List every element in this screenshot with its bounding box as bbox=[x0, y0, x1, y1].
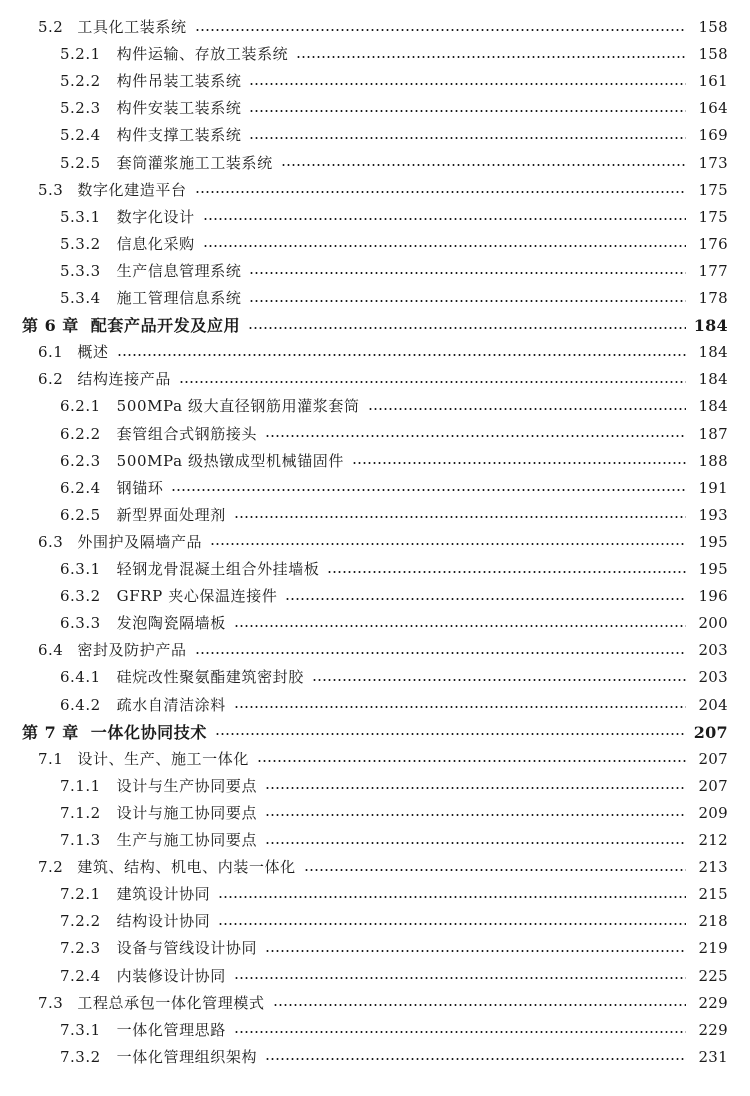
toc-entry-title: 内装修设计协同 bbox=[116, 966, 226, 985]
dot-leader bbox=[203, 245, 686, 247]
toc-entry-number: 6.2.5 bbox=[60, 505, 101, 524]
toc-page-number: 175 bbox=[698, 207, 728, 226]
toc-subsection-entry bbox=[0, 393, 750, 420]
toc-entry-title: 配套产品开发及应用 bbox=[90, 316, 241, 336]
toc-page-number: 184 bbox=[698, 343, 728, 362]
dot-leader bbox=[249, 137, 686, 139]
toc-entry-title: 一体化协同技术 bbox=[90, 722, 207, 742]
toc-section-entry bbox=[0, 529, 750, 556]
toc-entry-title: 套管组合式钢筋接头 bbox=[116, 424, 258, 443]
toc-subsection-entry bbox=[0, 95, 750, 122]
toc-entry-number: 6.4.1 bbox=[60, 668, 101, 687]
toc-entry-title: 构件支撑工装系统 bbox=[116, 126, 242, 145]
dot-leader bbox=[265, 950, 686, 952]
dot-leader bbox=[285, 598, 686, 600]
toc-entry-number: 6.4 bbox=[38, 641, 64, 660]
toc-page-number: 184 bbox=[693, 316, 728, 336]
dot-leader bbox=[218, 923, 686, 925]
dot-leader bbox=[218, 896, 686, 898]
toc-entry-number: 7.1.2 bbox=[60, 803, 101, 822]
toc-page-number: 231 bbox=[698, 1047, 728, 1066]
dot-leader bbox=[265, 814, 686, 816]
toc-entry-number: 6.3.3 bbox=[60, 614, 101, 633]
toc-page-number: 191 bbox=[698, 478, 728, 497]
toc-entry-title: 建筑、结构、机电、内装一体化 bbox=[77, 858, 296, 877]
toc-page-number: 161 bbox=[698, 72, 728, 91]
toc-entry-title: 概述 bbox=[77, 343, 109, 362]
toc-page-number: 215 bbox=[698, 885, 728, 904]
dot-leader bbox=[195, 29, 686, 31]
toc-page-number: 207 bbox=[698, 776, 728, 795]
dot-leader bbox=[281, 164, 686, 166]
toc-page-number: 196 bbox=[698, 587, 728, 606]
toc-subsection-entry bbox=[0, 556, 750, 583]
dot-leader bbox=[248, 327, 686, 329]
dot-leader bbox=[296, 56, 686, 58]
dot-leader bbox=[249, 83, 686, 85]
dot-leader bbox=[265, 435, 686, 437]
toc-page-number: 203 bbox=[698, 641, 728, 660]
toc-entry-title: 数字化设计 bbox=[116, 207, 195, 226]
toc-entry-title: 外围护及隔墙产品 bbox=[77, 532, 203, 551]
toc-entry-number: 第 7 章 bbox=[22, 722, 79, 742]
toc-page-number: 188 bbox=[698, 451, 728, 470]
toc-subsection-entry bbox=[0, 448, 750, 475]
toc-subsection-entry bbox=[0, 475, 750, 502]
toc-page-number: 212 bbox=[698, 831, 728, 849]
toc-entry-title: 硅烷改性聚氨酯建筑密封胶 bbox=[116, 668, 304, 687]
toc-page-number: 193 bbox=[698, 505, 728, 524]
toc-subsection-entry bbox=[0, 881, 750, 908]
dot-leader bbox=[257, 760, 686, 762]
toc-entry-number: 5.3 bbox=[38, 180, 64, 199]
toc-entry-title: GFRP 夹心保温连接件 bbox=[116, 587, 278, 606]
toc-page-number: 164 bbox=[698, 99, 728, 118]
toc-page-number: 173 bbox=[698, 153, 728, 172]
toc-entry-number: 5.2.4 bbox=[60, 126, 101, 145]
toc-entry-number: 第 6 章 bbox=[22, 316, 79, 336]
toc-subsection-entry bbox=[0, 664, 750, 691]
toc-section-entry bbox=[0, 366, 750, 393]
dot-leader bbox=[249, 110, 686, 112]
dot-leader bbox=[312, 679, 686, 681]
dot-leader bbox=[265, 1058, 686, 1060]
toc-entry-title: 疏水自清洁涂料 bbox=[116, 695, 226, 714]
toc-entry-number: 7.1.1 bbox=[60, 776, 101, 795]
toc-subsection-entry bbox=[0, 610, 750, 637]
toc-subsection-entry bbox=[0, 908, 750, 935]
toc-entry-number: 6.2.4 bbox=[60, 478, 101, 497]
dot-leader bbox=[234, 706, 686, 708]
toc-page-number: 218 bbox=[698, 912, 728, 931]
toc-entry-title: 生产与施工协同要点 bbox=[116, 831, 258, 849]
dot-leader bbox=[234, 977, 686, 979]
toc-entry-title: 工程总承包一体化管理模式 bbox=[77, 993, 265, 1012]
toc-entry-number: 6.1 bbox=[38, 343, 64, 362]
toc-page-number: 207 bbox=[693, 722, 728, 742]
toc-page-number: 219 bbox=[698, 939, 728, 958]
toc-entry-number: 7.2 bbox=[38, 858, 64, 877]
toc-entry-number: 7.3.2 bbox=[60, 1047, 101, 1066]
toc-entry-title: 密封及防护产品 bbox=[77, 641, 187, 660]
toc-entry-title: 结构设计协同 bbox=[116, 912, 211, 931]
dot-leader bbox=[234, 1031, 686, 1033]
toc-subsection-entry bbox=[0, 502, 750, 529]
toc-entry-number: 7.2.4 bbox=[60, 966, 101, 985]
toc-page-number: 158 bbox=[698, 18, 728, 36]
dot-leader bbox=[195, 191, 686, 193]
toc-page-number: 177 bbox=[698, 261, 728, 280]
dot-leader bbox=[265, 842, 686, 844]
toc-page-number: 225 bbox=[698, 966, 728, 985]
dot-leader bbox=[117, 354, 686, 356]
toc-page-number: 195 bbox=[698, 560, 728, 578]
toc-page-number: 195 bbox=[698, 532, 728, 551]
toc-entry-number: 7.1.3 bbox=[60, 831, 101, 849]
toc-entry-title: 发泡陶瓷隔墙板 bbox=[116, 614, 226, 633]
toc-entry-number: 5.3.3 bbox=[60, 261, 101, 280]
toc-entry-number: 5.2.3 bbox=[60, 99, 101, 118]
toc-page-number: 169 bbox=[698, 126, 728, 145]
toc-page-number: 184 bbox=[698, 370, 728, 389]
dot-leader bbox=[352, 462, 686, 464]
toc-entry-title: 建筑设计协同 bbox=[116, 885, 211, 904]
toc-entry-number: 7.3.1 bbox=[60, 1020, 101, 1039]
toc-subsection-entry bbox=[0, 68, 750, 95]
toc-page-number: 176 bbox=[698, 234, 728, 253]
toc-entry-title: 信息化采购 bbox=[116, 234, 195, 253]
toc-entry-number: 6.4.2 bbox=[60, 695, 101, 714]
toc-subsection-entry bbox=[0, 963, 750, 990]
toc-subsection-entry bbox=[0, 1017, 750, 1044]
toc-section-entry bbox=[0, 177, 750, 204]
toc-subsection-entry bbox=[0, 258, 750, 285]
toc-entry-title: 轻钢龙骨混凝土组合外挂墙板 bbox=[116, 560, 320, 578]
toc-entry-number: 5.3.4 bbox=[60, 289, 101, 307]
toc-page-number: 209 bbox=[698, 803, 728, 822]
dot-leader bbox=[368, 408, 686, 410]
toc-chapter-entry bbox=[0, 719, 750, 746]
dot-leader bbox=[249, 272, 686, 274]
toc-entry-title: 结构连接产品 bbox=[77, 370, 171, 389]
toc-subsection-entry bbox=[0, 800, 750, 827]
toc-subsection-entry bbox=[0, 231, 750, 258]
toc-entry-title: 构件吊装工装系统 bbox=[116, 72, 242, 91]
toc-subsection-entry bbox=[0, 421, 750, 448]
toc-entry-title: 一体化管理组织架构 bbox=[116, 1047, 258, 1066]
toc-entry-title: 新型界面处理剂 bbox=[116, 505, 226, 524]
toc-entry-title: 数字化建造平台 bbox=[77, 180, 187, 199]
toc-entry-title: 设计与生产协同要点 bbox=[116, 776, 258, 795]
toc-entry-title: 钢锚环 bbox=[116, 478, 164, 497]
toc-entry-number: 6.2.3 bbox=[60, 451, 101, 470]
toc-page-number: 184 bbox=[698, 397, 728, 416]
toc-entry-number: 6.2.1 bbox=[60, 397, 101, 416]
toc-entry-number: 5.2 bbox=[38, 18, 64, 36]
toc-subsection-entry bbox=[0, 773, 750, 800]
dot-leader bbox=[265, 787, 686, 789]
toc-subsection-entry bbox=[0, 41, 750, 68]
toc-section-entry bbox=[0, 990, 750, 1017]
toc-section-entry bbox=[0, 637, 750, 664]
toc-entry-title: 生产信息管理系统 bbox=[116, 261, 242, 280]
toc-entry-number: 7.2.2 bbox=[60, 912, 101, 931]
toc-subsection-entry bbox=[0, 1044, 750, 1071]
dot-leader bbox=[179, 381, 686, 383]
toc-entry-title: 施工管理信息系统 bbox=[116, 289, 242, 307]
toc-page-number: 175 bbox=[698, 180, 728, 199]
dot-leader bbox=[171, 489, 686, 491]
toc-page-number: 187 bbox=[698, 424, 728, 443]
dot-leader bbox=[234, 625, 686, 627]
dot-leader bbox=[273, 1004, 686, 1006]
toc-entry-number: 6.3 bbox=[38, 532, 64, 551]
toc-page-number: 178 bbox=[698, 289, 728, 307]
toc-entry-title: 套筒灌浆施工工装系统 bbox=[116, 153, 273, 172]
toc-section-entry bbox=[0, 339, 750, 366]
dot-leader bbox=[327, 571, 686, 573]
toc-entry-number: 5.2.1 bbox=[60, 45, 101, 64]
toc-entry-number: 5.3.2 bbox=[60, 234, 101, 253]
toc-subsection-entry bbox=[0, 204, 750, 231]
dot-leader bbox=[234, 516, 686, 518]
toc-entry-number: 7.2.1 bbox=[60, 885, 101, 904]
toc-entry-number: 6.3.2 bbox=[60, 587, 101, 606]
toc-entry-number: 6.2.2 bbox=[60, 424, 101, 443]
dot-leader bbox=[203, 218, 686, 220]
toc-page-number: 229 bbox=[698, 993, 728, 1012]
toc-page-number: 213 bbox=[698, 858, 728, 877]
toc-entry-title: 设备与管线设计协同 bbox=[116, 939, 258, 958]
toc-chapter-entry bbox=[0, 312, 750, 339]
toc-subsection-entry bbox=[0, 285, 750, 312]
toc-subsection-entry bbox=[0, 827, 750, 854]
toc-entry-title: 500MPa 级大直径钢筋用灌浆套筒 bbox=[116, 397, 360, 416]
dot-leader bbox=[304, 869, 686, 871]
toc-page-number: 200 bbox=[698, 614, 728, 633]
toc-entry-title: 工具化工装系统 bbox=[77, 18, 187, 36]
toc-entry-number: 7.2.3 bbox=[60, 939, 101, 958]
toc-entry-title: 500MPa 级热镦成型机械锚固件 bbox=[116, 451, 344, 470]
toc-section-entry bbox=[0, 14, 750, 41]
toc-subsection-entry bbox=[0, 692, 750, 719]
toc-entry-number: 7.3 bbox=[38, 993, 64, 1012]
toc-page-number: 203 bbox=[698, 668, 728, 687]
toc-entry-number: 6.2 bbox=[38, 370, 64, 389]
toc-section-entry bbox=[0, 746, 750, 773]
toc-entry-title: 设计、生产、施工一体化 bbox=[77, 749, 249, 768]
toc-entry-title: 一体化管理思路 bbox=[116, 1020, 226, 1039]
toc-page-number: 229 bbox=[698, 1020, 728, 1039]
toc-subsection-entry bbox=[0, 150, 750, 177]
toc-entry-title: 构件安装工装系统 bbox=[116, 99, 242, 118]
dot-leader bbox=[210, 543, 686, 545]
dot-leader bbox=[195, 652, 686, 654]
toc-entry-title: 构件运输、存放工装系统 bbox=[116, 45, 289, 64]
toc-entry-number: 5.2.2 bbox=[60, 72, 101, 91]
toc-subsection-entry bbox=[0, 935, 750, 962]
dot-leader bbox=[249, 300, 686, 302]
toc-subsection-entry bbox=[0, 122, 750, 149]
toc-page-number: 207 bbox=[698, 749, 728, 768]
toc-subsection-entry bbox=[0, 583, 750, 610]
toc-entry-number: 7.1 bbox=[38, 749, 64, 768]
dot-leader bbox=[215, 733, 686, 735]
toc-entry-title: 设计与施工协同要点 bbox=[116, 803, 258, 822]
toc-section-entry bbox=[0, 854, 750, 881]
toc-page-number: 158 bbox=[698, 45, 728, 64]
toc-entry-number: 5.2.5 bbox=[60, 153, 101, 172]
toc-page-number: 204 bbox=[698, 695, 728, 714]
toc-entry-number: 5.3.1 bbox=[60, 207, 101, 226]
toc-entry-number: 6.3.1 bbox=[60, 560, 101, 578]
